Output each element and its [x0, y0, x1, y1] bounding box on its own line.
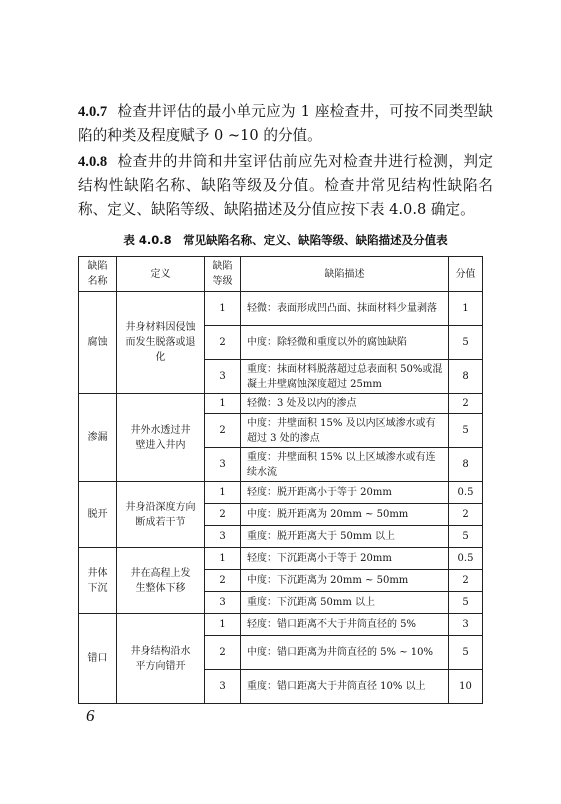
- paragraph-4-0-8: [78, 150, 493, 222]
- score-cell: 10: [449, 670, 483, 704]
- defect-table: [78, 256, 483, 704]
- clause-number: 4.0.8: [78, 154, 108, 170]
- score-cell: 5: [449, 592, 483, 614]
- level-cell: 2: [205, 504, 241, 526]
- score-cell: 5: [449, 414, 483, 448]
- description-cell: 中度：脱开距离为 20mm ~ 50mm: [241, 504, 449, 526]
- description-cell: 轻微：表面形成凹凸面、抹面材料少量剥落: [241, 292, 449, 326]
- table-caption: 表 4.0.8 常见缺陷名称、定义、缺陷等级、缺陷描述及分值表: [123, 233, 448, 247]
- defect-name-cell: 脱开: [79, 482, 117, 548]
- description-cell: 中度：除轻微和重度以外的腐蚀缺陷: [241, 326, 449, 360]
- table-row: [79, 292, 483, 326]
- score-cell: 0.5: [449, 482, 483, 504]
- level-cell: 3: [205, 448, 241, 482]
- score-cell: 8: [449, 448, 483, 482]
- level-cell: 1: [205, 548, 241, 570]
- header-definition: 定义: [117, 257, 205, 292]
- definition-cell: 井在高程上发生整体下移: [117, 548, 205, 614]
- defect-name-cell: 井体下沉: [79, 548, 117, 614]
- description-cell: 中度：井壁面积 15% 及以内区域渗水或有超过 3 处的渗点: [241, 414, 449, 448]
- description-cell: 轻微：3 处及以内的渗点: [241, 394, 449, 414]
- level-cell: 2: [205, 636, 241, 670]
- table-row: [79, 482, 483, 504]
- definition-cell: 井身结构沿水平方向错开: [117, 614, 205, 704]
- description-cell: 重度：错口距离大于井筒直径 10% 以上: [241, 670, 449, 704]
- clause-number: 4.0.7: [78, 104, 108, 120]
- level-cell: 1: [205, 482, 241, 504]
- description-cell: 重度：抹面材料脱落超过总表面积 50%或混凝土井壁腐蚀深度超过 25mm: [241, 360, 449, 394]
- score-cell: 2: [449, 504, 483, 526]
- header-score: 分值: [449, 257, 483, 292]
- table-header-row: [79, 257, 483, 292]
- level-cell: 2: [205, 414, 241, 448]
- header-defect-name: 缺陷名称: [79, 257, 117, 292]
- level-cell: 1: [205, 614, 241, 636]
- clause-text: 检查井评估的最小单元应为 1 座检查井，可按不同类型缺陷的种类及程度赋予 0 ~10 的分值。: [78, 103, 493, 144]
- description-cell: 中度：下沉距离为 20mm ~ 50mm: [241, 570, 449, 592]
- description-cell: 重度：脱开距离大于 50mm 以上: [241, 526, 449, 548]
- clause-text: 检查井的井筒和井室评估前应先对检查井进行检测，判定结构性缺陷名称、缺陷等级及分值。检查井常见结构性缺陷名称、定义、缺陷等级、缺陷描述及分值应按下表 4.0.8 确定。: [78, 153, 493, 218]
- definition-cell: 井身沿深度方向断成若干节: [117, 482, 205, 548]
- level-cell: 1: [205, 394, 241, 414]
- definition-cell: 井身材料因侵蚀而发生脱落或退化: [117, 292, 205, 394]
- description-cell: 重度：下沉距离 50mm 以上: [241, 592, 449, 614]
- score-cell: 2: [449, 394, 483, 414]
- description-cell: 中度：错口距离为井筒直径的 5% ~ 10%: [241, 636, 449, 670]
- level-cell: 3: [205, 592, 241, 614]
- header-defect-description: 缺陷描述: [241, 257, 449, 292]
- score-cell: 5: [449, 636, 483, 670]
- level-cell: 3: [205, 670, 241, 704]
- score-cell: 5: [449, 526, 483, 548]
- definition-cell: 井外水透过井壁进入井内: [117, 394, 205, 482]
- header-defect-level: 缺陷等级: [205, 257, 241, 292]
- description-cell: 重度：井壁面积 15% 以上区域渗水或有连续水流: [241, 448, 449, 482]
- paragraph-4-0-7: [78, 100, 493, 148]
- table-row: [79, 548, 483, 570]
- defect-name-cell: 腐蚀: [79, 292, 117, 394]
- level-cell: 3: [205, 526, 241, 548]
- score-cell: 2: [449, 570, 483, 592]
- table-row: [79, 394, 483, 414]
- score-cell: 1: [449, 292, 483, 326]
- level-cell: 2: [205, 570, 241, 592]
- score-cell: 0.5: [449, 548, 483, 570]
- level-cell: 3: [205, 360, 241, 394]
- defect-name-cell: 渗漏: [79, 394, 117, 482]
- score-cell: 5: [449, 326, 483, 360]
- description-cell: 轻度：脱开距离小于等于 20mm: [241, 482, 449, 504]
- description-cell: 轻度：错口距离不大于井筒直径的 5%: [241, 614, 449, 636]
- page-number: 6: [86, 706, 95, 725]
- description-cell: 轻度：下沉距离小于等于 20mm: [241, 548, 449, 570]
- table-row: [79, 614, 483, 636]
- defect-name-cell: 错口: [79, 614, 117, 704]
- level-cell: 2: [205, 326, 241, 360]
- level-cell: 1: [205, 292, 241, 326]
- score-cell: 8: [449, 360, 483, 394]
- score-cell: 3: [449, 614, 483, 636]
